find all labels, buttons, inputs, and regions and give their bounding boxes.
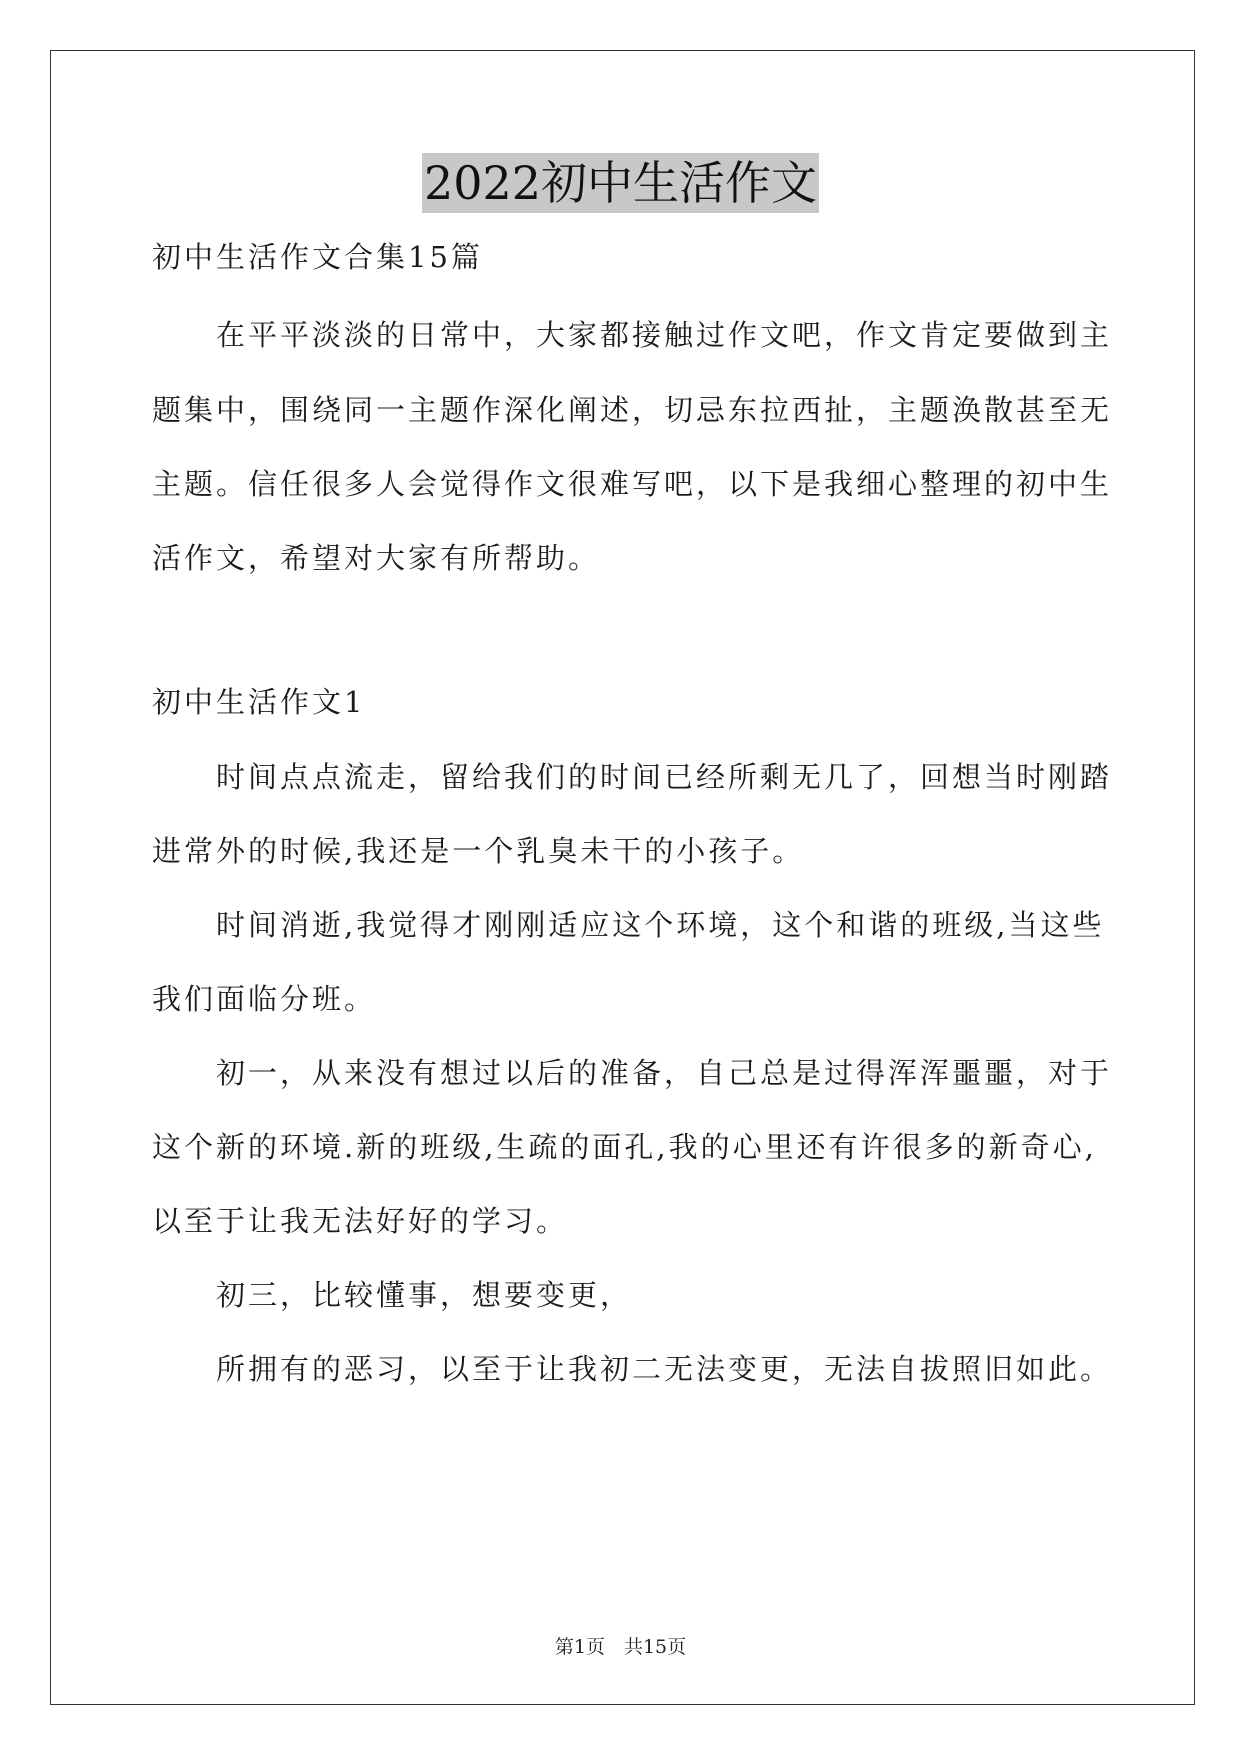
body-line: 所拥有的恶习，以至于让我初二无法变更，无法自拔照旧如此。: [216, 1352, 1113, 1386]
intro-line: 题集中，围绕同一主题作深化阐述，切忌东拉西扯，主题涣散甚至无: [152, 393, 1113, 427]
title-container: [0, 153, 1241, 213]
intro-line: 在平平淡淡的日常中，大家都接触过作文吧，作文肯定要做到主: [216, 318, 1113, 352]
body-line: 时间点点流走，留给我们的时间已经所剩无几了，回想当时刚踏: [216, 760, 1113, 794]
document-title: 2022初中生活作文: [422, 153, 819, 213]
section-heading: 初中生活作文1: [152, 685, 366, 719]
document-subtitle: 初中生活作文合集15篇: [152, 240, 483, 274]
body-line: 初一，从来没有想过以后的准备，自己总是过得浑浑噩噩，对于: [216, 1056, 1113, 1090]
intro-line: 主题。信任很多人会觉得作文很难写吧，以下是我细心整理的初中生: [152, 467, 1113, 501]
body-line: 时间消逝,我觉得才刚刚适应这个环境，这个和谐的班级,当这些: [216, 908, 1105, 942]
body-line: 进常外的时候,我还是一个乳臭未干的小孩子。: [152, 834, 805, 868]
page-number-footer: 第1页 共15页: [554, 1636, 687, 1658]
body-line: 这个新的环境.新的班级,生疏的面孔,我的心里还有许很多的新奇心,: [152, 1130, 1097, 1164]
body-line: 我们面临分班。: [152, 982, 377, 1016]
intro-line: 活作文，希望对大家有所帮助。: [152, 541, 601, 575]
body-line: 以至于让我无法好好的学习。: [152, 1204, 569, 1238]
body-line: 初三，比较懂事，想要变更，: [216, 1278, 633, 1312]
page-border: [50, 50, 1195, 1705]
